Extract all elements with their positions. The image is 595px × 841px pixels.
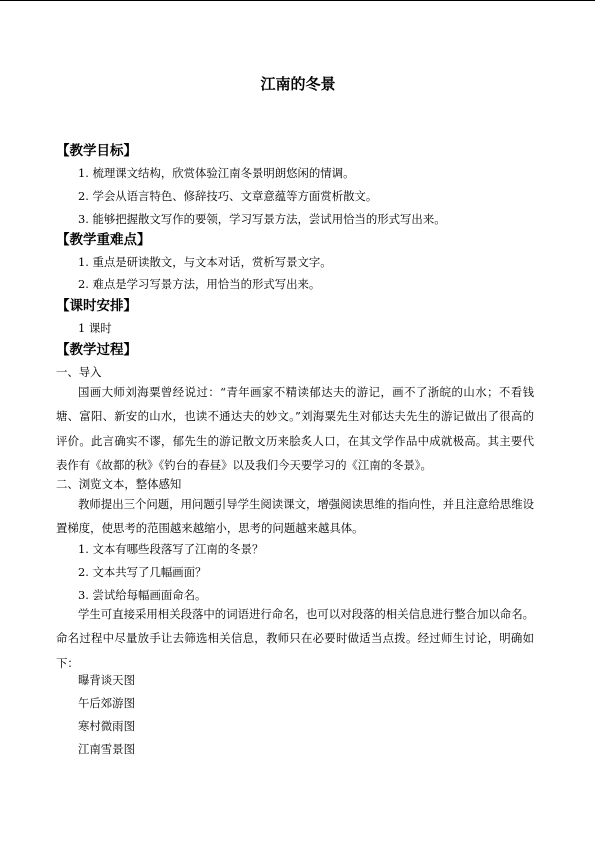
key-point-item: 2. 难点是学习写景方法，用恰当的形式写出来。 (78, 277, 321, 291)
question-item: 2. 文本共写了几幅画面？ (78, 565, 207, 579)
picture-name: 曝背谈天图 (78, 673, 135, 687)
schedule-heading: 【课时安排】 (56, 298, 137, 314)
intro-paragraph: 国画大师刘海粟曾经说过：“青年画家不精读郁达夫的游记，画不了浙皖的山水；不看钱塘、富阳、新安的山水，也读不通达夫的妙文。”刘海粟先生对郁达夫先生的游记做出了很高的评价。此言确实不谬，郁先生的游记散文历来脍炙人口，在其文学作品中成就极高。其主要代表作有《故都的秋》《钓台的春昼》以及我们今天要学习的《江南的冬景》。 (56, 385, 534, 472)
picture-name: 午后郊游图 (78, 696, 135, 710)
naming-paragraph: 学生可直接采用相关段落中的词语进行命名，也可以对段落的相关信息进行整合加以命名。命名过程中尽量放手让去筛选相关信息，教师只在必要时做适当点拨。经过师生讨论，明确如下： (56, 607, 534, 670)
picture-name: 江南雪景图 (78, 742, 135, 756)
key-points-heading: 【教学重难点】 (56, 232, 151, 248)
objectives-heading: 【教学目标】 (56, 143, 137, 159)
question-item: 3. 尝试给每幅画面命名。 (78, 588, 207, 602)
objective-item: 3. 能够把握散文写作的要领，学习写景方法，尝试用恰当的形式写出来。 (78, 212, 446, 226)
schedule-value: 1 课时 (78, 321, 112, 335)
browse-subheading: 二、浏览文本，整体感知 (56, 477, 182, 491)
picture-name: 寒村微雨图 (78, 719, 135, 733)
intro-subheading: 一、导入 (56, 365, 102, 379)
question-item: 1. 文本有哪些段落写了江南的冬景？ (78, 542, 264, 556)
key-point-item: 1. 重点是研读散文，与文本对话，赏析写景文字。 (78, 255, 332, 269)
process-heading: 【教学过程】 (56, 342, 137, 358)
objective-item: 2. 学会从语言特色、修辞技巧、文章意蕴等方面赏析散文。 (78, 189, 378, 203)
document-title: 江南的冬景 (260, 75, 336, 93)
objective-item: 1. 梳理课文结构，欣赏体验江南冬景明朗悠闲的情调。 (78, 166, 355, 180)
browse-paragraph: 教师提出三个问题，用问题引导学生阅读课文，增强阅读思维的指向性，并且注意给思维设置梯度，使思考的范围越来越缩小，思考的问题越来越具体。 (56, 497, 534, 536)
top-border-line (0, 0, 595, 1)
